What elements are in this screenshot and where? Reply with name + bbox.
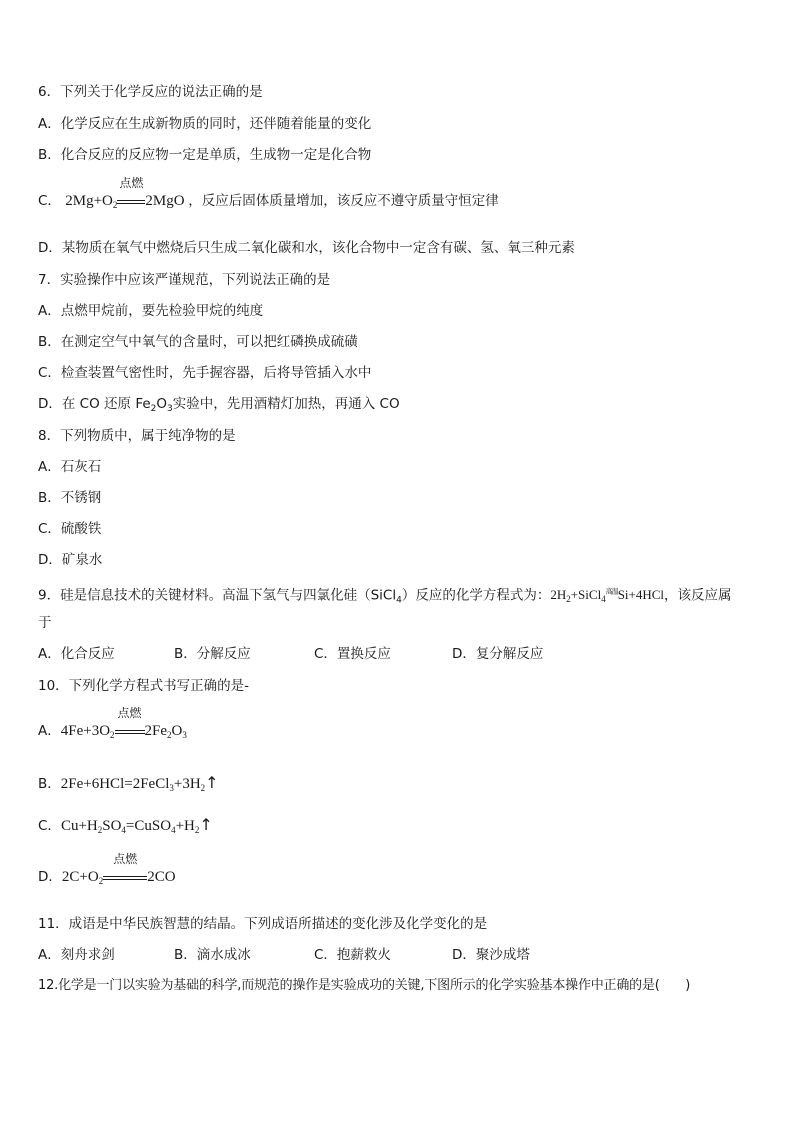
q7-stem: 7．实验操作中应该严谨规范，下列说法正确的是 bbox=[38, 272, 331, 288]
gas-arrow-icon: ↑ bbox=[205, 773, 219, 792]
q11-option-c: C．抱薪救火 bbox=[314, 947, 391, 963]
q10-a-equation: $4Fe+3O_2$ 点燃 $2Fe_2O_3$ bbox=[60, 706, 187, 740]
q10-a-rhs: 2Fe bbox=[144, 723, 168, 739]
q10-a-arrow bbox=[115, 706, 145, 740]
q9-eq-a: 2H bbox=[550, 587, 567, 603]
q7-d-post: 实验中，先用酒精灯加热，再通入 CO bbox=[172, 396, 400, 412]
q6-c-equation bbox=[65, 176, 188, 210]
subscript: 2 bbox=[112, 200, 118, 210]
q7-option-d: D．在 CO 还原 $Fe_2O_3$实验中，先用酒精灯加热，再通入 CO bbox=[38, 396, 400, 414]
q6-c-label: C． bbox=[38, 193, 61, 209]
q11-option-b: B．滴水成冰 bbox=[174, 947, 251, 963]
q10-b-eq: 2Fe+6HCl=2FeCl bbox=[60, 776, 170, 792]
q11-option-a: A．刻舟求剑 bbox=[38, 947, 115, 963]
q11-stem: 11．成语是中华民族智慧的结晶。下列成语所描述的变化涉及化学变化的是 bbox=[38, 916, 488, 932]
q10-b-tail: +3H bbox=[173, 776, 201, 792]
gas-arrow-icon: ↑ bbox=[199, 815, 213, 834]
q6-option-d: D．某物质在氧气中燃烧后只生成二氧化碳和水，该化合物中一定含有碳、氢、氧三种元素 bbox=[38, 240, 575, 256]
q9-stem-pre: 9．硅是信息技术的关键材料。高温下氢气与四氯化硅（SiCl bbox=[38, 587, 397, 604]
q10-c-equation bbox=[60, 815, 213, 835]
q8-option-c: C．硫酸铁 bbox=[38, 521, 102, 537]
subscript: 3 bbox=[167, 404, 173, 414]
q10-b-label: B． bbox=[38, 776, 61, 792]
q10-c-label: C． bbox=[38, 818, 61, 834]
q10-option-a bbox=[38, 706, 187, 740]
q9-option-d: D．复分解反应 bbox=[452, 646, 544, 662]
q6-c-tail: ，反应后固体质量增加，该反应不遵守质量守恒定律 bbox=[188, 193, 499, 209]
q9-stem-tail: ，该反应属 bbox=[664, 587, 732, 604]
q10-d-rhs: 2CO bbox=[147, 869, 176, 885]
subscript: 4 bbox=[396, 595, 402, 606]
q10-c-eq-a: Cu+H bbox=[60, 818, 98, 834]
q10-a-label: A． bbox=[38, 723, 61, 739]
q9-option-c: C．置换反应 bbox=[314, 646, 391, 662]
q9-equation bbox=[550, 587, 665, 605]
q9-eq-c: Si+4HCl bbox=[617, 587, 665, 603]
q8-stem: 8．下列物质中，属于纯净物的是 bbox=[38, 428, 236, 444]
q10-a-condition: 点燃 bbox=[117, 706, 142, 720]
q9-stem-mid: ）反应的化学方程式为： bbox=[401, 587, 551, 604]
subscript: 2 bbox=[566, 594, 571, 605]
subscript: 3 bbox=[169, 783, 174, 793]
q10-stem: 10．下列化学方程式书写正确的是- bbox=[38, 678, 250, 694]
q9-eq-condition: 高温 bbox=[605, 588, 618, 596]
q8-option-d: D．矿泉水 bbox=[38, 552, 103, 568]
subscript: 2 bbox=[194, 825, 200, 835]
q8-option-b: B．不锈钢 bbox=[38, 490, 102, 506]
q10-c-eq-d: +H bbox=[175, 818, 195, 834]
q10-d-arrow bbox=[103, 852, 147, 886]
q6-stem: 6．下列关于化学反应的说法正确的是 bbox=[38, 84, 263, 100]
q6-option-b: B．化合反应的反应物一定是单质，生成物一定是化合物 bbox=[38, 147, 372, 163]
q10-d-condition: 点燃 bbox=[113, 852, 138, 866]
subscript: 2 bbox=[98, 876, 104, 886]
q12-stem: 12.化学是一门以实验为基础的科学,而规范的操作是实验成功的关键,下图所示的化学实验基本操作中正确的是( ) bbox=[38, 978, 691, 993]
q7-option-a: A．点燃甲烷前，要先检验甲烷的纯度 bbox=[38, 303, 264, 319]
q10-option-b bbox=[38, 774, 219, 793]
subscript: 3 bbox=[182, 730, 187, 740]
q9-stem-continued: 于 bbox=[38, 615, 52, 631]
q9-option-b: B．分解反应 bbox=[174, 646, 251, 662]
q6-c-condition: 点燃 bbox=[119, 176, 144, 190]
q9-stem bbox=[38, 583, 732, 604]
q10-c-eq-b: SO bbox=[102, 818, 122, 834]
q6-option-c bbox=[38, 176, 499, 210]
subscript: 4 bbox=[601, 594, 606, 605]
subscript: 2 bbox=[200, 783, 206, 793]
subscript: 2 bbox=[167, 730, 172, 740]
q11-option-d: D．聚沙成塔 bbox=[452, 947, 530, 963]
q10-a-lhs: 4Fe+3O bbox=[60, 723, 111, 739]
q10-c-eq-c: =CuSO bbox=[125, 818, 172, 834]
q6-c-lhs: 2Mg+O bbox=[65, 193, 113, 209]
q7-option-c: C．检查装置气密性时，先手握容器，后将导管插入水中 bbox=[38, 365, 372, 381]
q10-d-lhs: 2C+O bbox=[61, 869, 99, 885]
q10-d-label: D． bbox=[38, 869, 62, 885]
q10-d-equation bbox=[61, 852, 176, 886]
q7-d-pre: D．在 CO 还原 Fe bbox=[38, 396, 151, 412]
q9-eq-b: +SiCl bbox=[570, 587, 602, 603]
q6-c-rhs: 2MgO bbox=[145, 193, 185, 209]
q6-c-arrow bbox=[117, 176, 145, 210]
subscript: 4 bbox=[171, 825, 176, 835]
subscript: 2 bbox=[97, 825, 103, 835]
q7-option-b: B．在测定空气中氧气的含量时，可以把红磷换成硫磺 bbox=[38, 334, 358, 350]
q6-option-a: A．化学反应在生成新物质的同时，还伴随着能量的变化 bbox=[38, 116, 372, 132]
q10-b-equation bbox=[60, 773, 219, 793]
q9-option-a: A．化合反应 bbox=[38, 646, 115, 662]
q10-option-d bbox=[38, 852, 176, 886]
subscript: 2 bbox=[150, 404, 157, 414]
subscript: 2 bbox=[110, 730, 115, 740]
q8-option-a: A．石灰石 bbox=[38, 459, 102, 475]
subscript: 4 bbox=[121, 825, 126, 835]
q10-option-c bbox=[38, 816, 213, 835]
